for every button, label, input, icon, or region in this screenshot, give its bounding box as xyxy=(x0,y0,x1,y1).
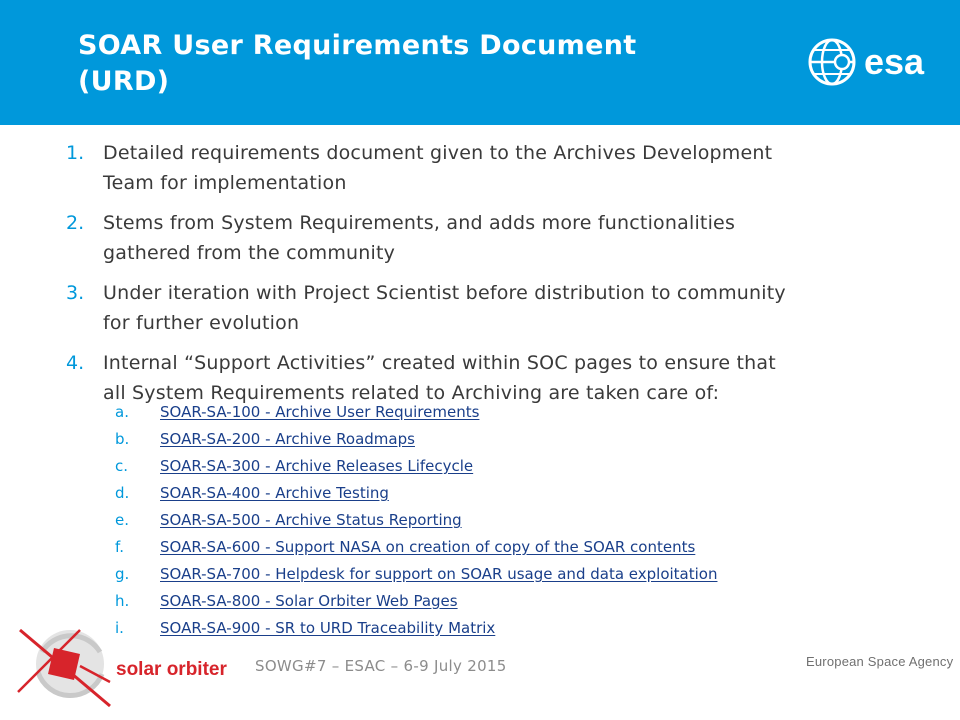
list-item-line: gathered from the community xyxy=(103,242,396,264)
sublist-letter: e. xyxy=(115,511,129,529)
support-activity-link-300[interactable]: SOAR-SA-300 - Archive Releases Lifecycle xyxy=(160,457,474,475)
list-item xyxy=(66,278,886,338)
solar-orbiter-spacecraft-icon xyxy=(18,630,110,706)
sublist-letter: b. xyxy=(115,430,130,448)
support-activity-link-200[interactable]: SOAR-SA-200 - Archive Roadmaps xyxy=(160,430,415,448)
esa-logo xyxy=(808,36,940,88)
list-item xyxy=(66,138,886,198)
solar-orbiter-logo-text: solar orbiter xyxy=(116,659,227,680)
sublist-item xyxy=(115,510,926,537)
sublist-letter: f. xyxy=(115,538,124,556)
support-activity-link-700[interactable]: SOAR-SA-700 - Helpdesk for support on SOAR usage and data exploitation xyxy=(160,565,718,583)
support-activity-link-500[interactable]: SOAR-SA-500 - Archive Status Reporting xyxy=(160,511,462,529)
footer-text: SOWG#7 – ESAC – 6-9 July 2015 xyxy=(255,657,507,675)
support-activity-link-400[interactable]: SOAR-SA-400 - Archive Testing xyxy=(160,484,389,502)
title-line-2: (URD) xyxy=(78,66,170,97)
list-item-number: 3. xyxy=(66,282,85,304)
sublist-letter: c. xyxy=(115,457,129,475)
sublist-letter: h. xyxy=(115,592,130,610)
list-item-number: 2. xyxy=(66,212,85,234)
list-item-line: Under iteration with Project Scientist before distribution to community xyxy=(103,282,786,304)
sublist-item xyxy=(115,483,926,510)
esa-logo-text: esa xyxy=(864,41,925,82)
list-item xyxy=(66,348,886,408)
list-item-number: 1. xyxy=(66,142,85,164)
list-item-line: Team for implementation xyxy=(103,172,347,194)
esa-globe-icon xyxy=(810,40,854,84)
list-item-line: Stems from System Requirements, and adds more functionalities xyxy=(103,212,736,234)
agency-name: European Space Agency xyxy=(806,654,954,669)
list-item-line: all System Requirements related to Archiving are taken care of: xyxy=(103,382,720,404)
list-item-line: for further evolution xyxy=(103,312,300,334)
page-title xyxy=(78,28,718,100)
list-item-number: 4. xyxy=(66,352,85,374)
support-activity-link-900[interactable]: SOAR-SA-900 - SR to URD Traceability Matrix xyxy=(160,619,496,637)
sublist-letter: a. xyxy=(115,403,129,421)
list-item-text xyxy=(103,138,886,198)
title-line-1: SOAR User Requirements Document xyxy=(78,30,637,61)
sublist-item xyxy=(115,591,926,618)
list-item-line: Detailed requirements document given to the Archives Development xyxy=(103,142,773,164)
sublist-letter: d. xyxy=(115,484,130,502)
sublist-item xyxy=(115,456,926,483)
list-item-text xyxy=(103,278,886,338)
list-item-text xyxy=(103,208,886,268)
sublist-letter: g. xyxy=(115,565,130,583)
solar-orbiter-logo xyxy=(14,622,246,710)
support-activities-list xyxy=(66,402,926,645)
requirements-list xyxy=(66,138,886,418)
sublist-letter: i. xyxy=(115,619,124,637)
list-item xyxy=(66,208,886,268)
sublist-item xyxy=(115,537,926,564)
list-item-line: Internal “Support Activities” created within SOC pages to ensure that xyxy=(103,352,776,374)
sublist-item xyxy=(115,429,926,456)
sublist-item xyxy=(115,402,926,429)
support-activity-link-800[interactable]: SOAR-SA-800 - Solar Orbiter Web Pages xyxy=(160,592,458,610)
support-activity-link-100[interactable]: SOAR-SA-100 - Archive User Requirements xyxy=(160,403,480,421)
support-activity-link-600[interactable]: SOAR-SA-600 - Support NASA on creation of copy of the SOAR contents xyxy=(160,538,696,556)
sublist-item xyxy=(115,564,926,591)
header-bar xyxy=(0,0,960,125)
list-item-text xyxy=(103,348,886,408)
